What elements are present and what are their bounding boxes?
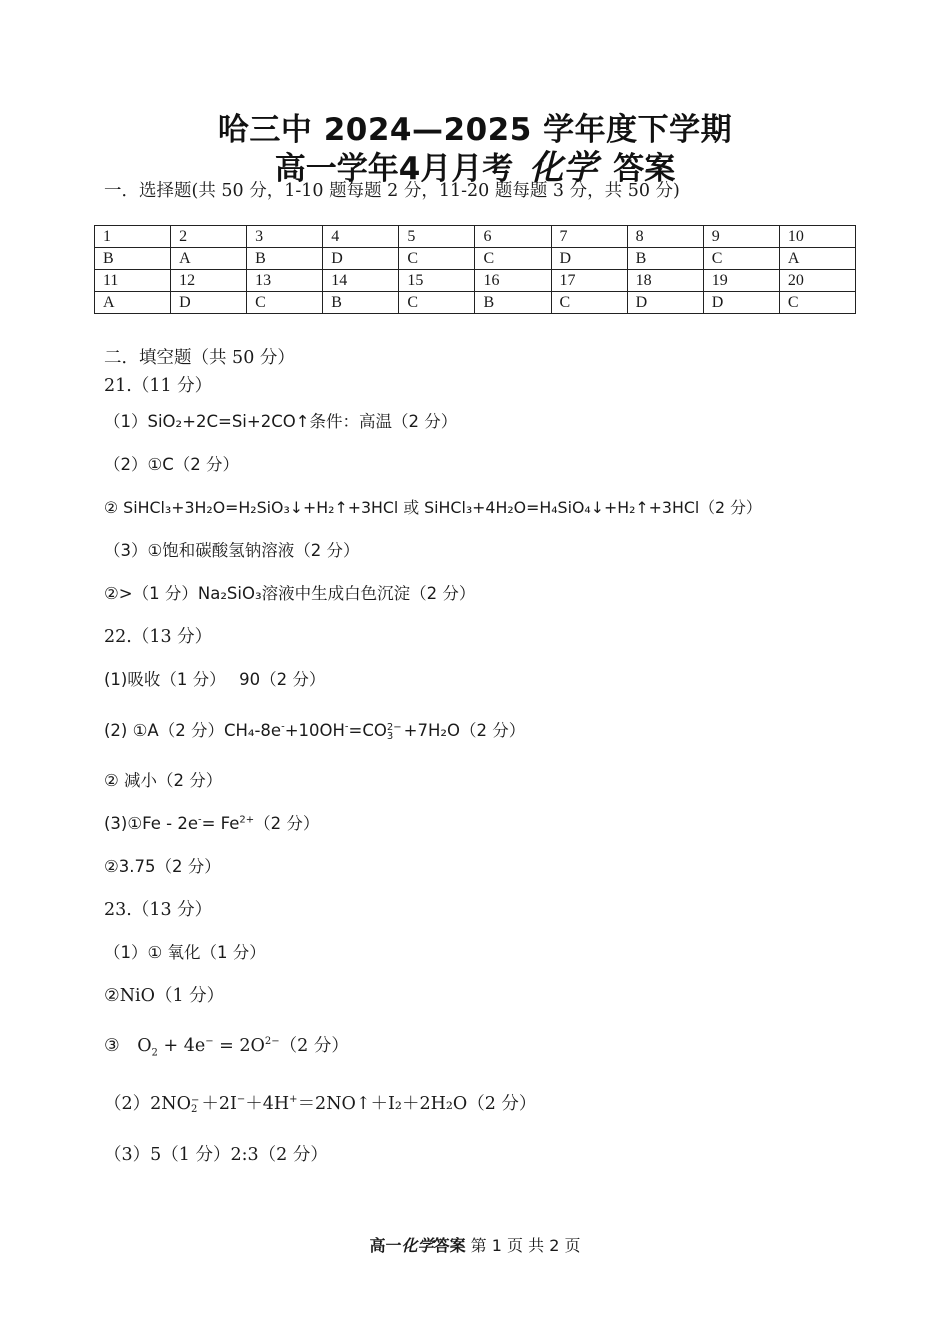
q23-line4-text-b: ＋2I [201,1094,237,1114]
answer-table-cell: B [475,292,551,314]
q22-line1: (1)吸收（1 分） 90（2 分） [104,670,326,689]
q22-line2-charge: 2− [386,721,402,733]
answer-table-cell: 4 [323,226,399,248]
page-title-line1: 哈三中 2024—2025 学年度下学期 [217,112,733,148]
q23-line3-sub: 2 [151,1047,158,1059]
answer-table-cell: A [171,248,247,270]
answer-table-cell: C [247,292,323,314]
answer-table-row [95,226,856,248]
answer-table-row [95,292,856,314]
q22-line5: ②3.75（2 分） [104,857,221,876]
answer-table-cell: 18 [627,270,703,292]
answer-table-cell: A [95,292,171,314]
answer-table-cell: 12 [171,270,247,292]
q22-line2-text-c: =CO [348,721,387,740]
answer-table-cell: C [399,292,475,314]
answer-table-row [95,248,856,270]
answer-table-cell: A [779,248,855,270]
q22-line4-text-b: = Fe [201,814,240,833]
footer-answer: 答案 [433,1236,466,1255]
section2-heading: 二．填空题（共 50 分） [104,348,295,368]
q23-line4-sup2: + [289,1094,298,1106]
q21-line5: ②>（1 分）Na₂SiO₃溶液中生成白色沉淀（2 分） [104,584,476,603]
q22-line2-text-b: +10OH [284,721,345,740]
q22-heading: 22.（13 分） [104,627,213,647]
q23-line3-text-a: ③ O [104,1036,152,1056]
answer-table-cell: C [779,292,855,314]
answer-table-cell: D [171,292,247,314]
q23-line5: （3）5（1 分）2:3（2 分） [104,1145,328,1165]
answer-table-cell: B [95,248,171,270]
q23-line4-sup1: − [236,1094,246,1106]
q23-line4-text-a: （2）2NO [104,1094,191,1114]
q23-heading: 23.（13 分） [104,900,213,920]
answer-table-cell: 15 [399,270,475,292]
answer-table-cell: 8 [627,226,703,248]
answer-table-cell: D [703,292,779,314]
q23-line4-sub: 2 [190,1103,198,1115]
answer-table-cell: 2 [171,226,247,248]
q23-line4-text-d: ＝2NO↑＋I₂＋2H₂O（2 分） [297,1094,537,1114]
answer-table-cell: 7 [551,226,627,248]
answer-table-cell: D [323,248,399,270]
answer-table-cell: 6 [475,226,551,248]
q22-line2-sub: 3 [386,730,394,742]
footer-subject: 化学 [401,1236,434,1255]
q22-line2 [104,720,525,742]
q23-line4-text-c: ＋4H [245,1094,290,1114]
q22-line2-text-d: +7H₂O（2 分） [403,721,526,740]
q22-line4 [104,813,319,835]
page-footer [0,1233,950,1256]
q22-line3: ② 减小（2 分） [104,771,223,790]
answer-table-cell: 14 [323,270,399,292]
q23-line2: ②NiO（1 分） [104,986,225,1006]
q21-heading: 21.（11 分） [104,376,213,396]
answer-table [94,225,856,314]
q22-line2-sup1: - [281,721,285,733]
answer-table-cell: B [323,292,399,314]
answer-table-cell: 5 [399,226,475,248]
q22-line4-sup2: 2+ [239,814,255,826]
answer-table-cell: 17 [551,270,627,292]
section1-heading: 一．选择题(共 50 分，1-10 题每题 2 分，11-20 题每题 3 分，共 50 分) [104,181,680,201]
q23-line3-sup2: 2− [264,1036,280,1048]
title-answer: 答案 [613,151,676,187]
q21-line4: （3）①饱和碳酸氢钠溶液（2 分） [104,541,360,560]
q22-line2-ion [387,723,402,741]
q22-line4-text-c: （2 分） [254,814,320,833]
q22-line4-text-a: (3)①Fe - 2e [104,814,198,833]
footer-grade: 高一 [369,1236,402,1255]
answer-table-cell: 16 [475,270,551,292]
q23-line3-text-b: + 4e [157,1036,206,1056]
q21-line1: （1）SiO₂+2C=Si+2CO↑条件：高温（2 分） [104,412,458,431]
q23-line4-ion [191,1096,199,1114]
title-subject: 化学 [529,148,598,188]
answer-table-cell: C [551,292,627,314]
answer-table-cell: B [627,248,703,270]
q22-line4-sup1: - [198,814,202,826]
answer-table-cell: D [627,292,703,314]
title-exam: 高一学年4月月考 [274,151,514,187]
answer-table-cell: C [703,248,779,270]
answer-table-cell: B [247,248,323,270]
answer-table-row [95,270,856,292]
q23-line3-text-c: = 2O [213,1036,265,1056]
q22-line2-sup2: - [344,721,349,733]
answer-table-cell: D [551,248,627,270]
q23-line3-sup1: − [205,1036,214,1048]
q21-line2: （2）①C（2 分） [104,455,240,474]
answer-table-cell: C [475,248,551,270]
answer-table-cell: 9 [703,226,779,248]
q22-line2-text-a: (2) ①A（2 分）CH₄-8e [104,721,282,740]
answer-table-cell: 19 [703,270,779,292]
q23-line3-text-d: （2 分） [279,1036,349,1056]
answer-table-cell: 1 [95,226,171,248]
q23-line4 [104,1093,536,1115]
q23-line3 [104,1035,349,1057]
answer-table-cell: 11 [95,270,171,292]
q23-line1: （1）① 氧化（1 分） [104,943,266,962]
answer-table-cell: C [399,248,475,270]
footer-page-number: 第 1 页 共 2 页 [470,1236,581,1255]
answer-table-cell: 20 [779,270,855,292]
q21-line3: ② SiHCl₃+3H₂O=H₂SiO₃↓+H₂↑+3HCl 或 SiHCl₃+4H₂O=H₄SiO₄↓+H₂↑+3HCl（2 分） [104,498,762,517]
answer-table-cell: 3 [247,226,323,248]
answer-table-cell: 10 [779,226,855,248]
q23-line4-charge: − [190,1094,200,1106]
answer-table-cell: 13 [247,270,323,292]
